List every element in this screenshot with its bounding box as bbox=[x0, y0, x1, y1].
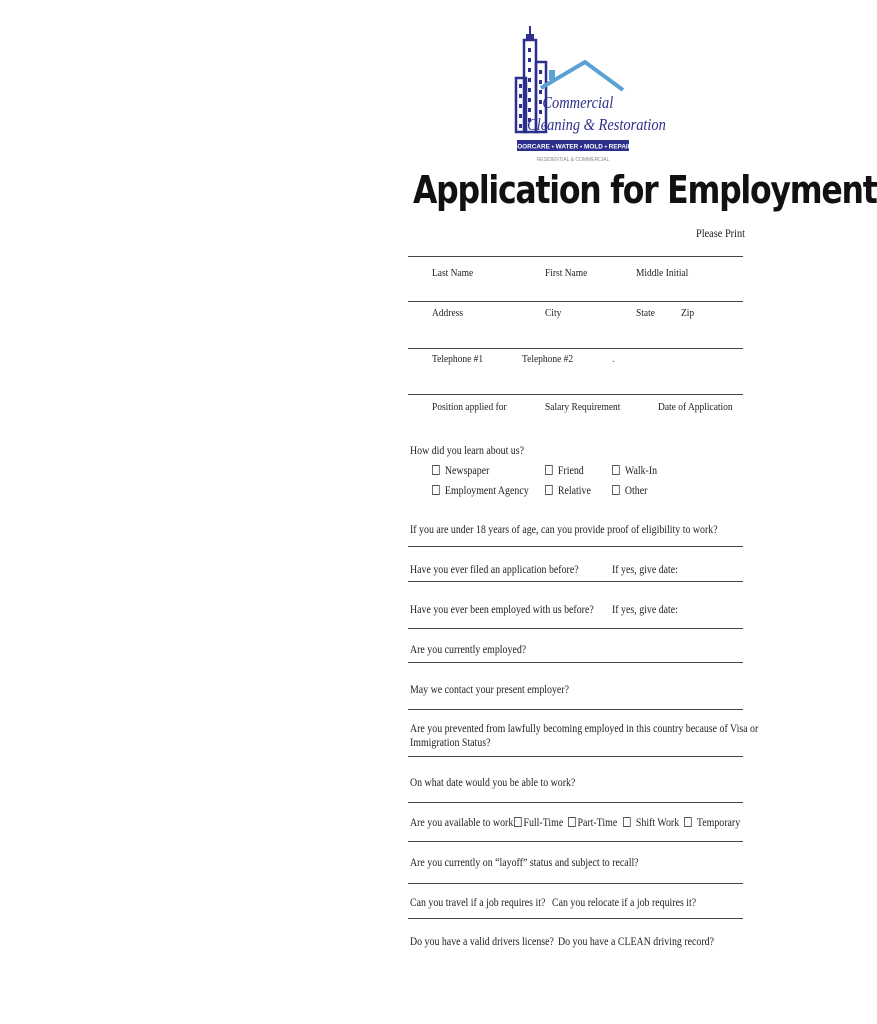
employed-date-label: If yes, give date: bbox=[612, 604, 678, 616]
position-label: Position applied for bbox=[432, 401, 507, 413]
divider bbox=[408, 256, 743, 257]
checkbox[interactable] bbox=[623, 817, 631, 827]
divider bbox=[408, 546, 743, 547]
relocate-question: Can you relocate if a job requires it? bbox=[552, 897, 697, 909]
divider bbox=[408, 628, 743, 629]
telephone2-label: Telephone #2 bbox=[522, 353, 574, 365]
option-other[interactable]: Other bbox=[612, 485, 647, 497]
checkbox[interactable] bbox=[684, 817, 692, 827]
divider bbox=[408, 802, 743, 803]
checkbox[interactable] bbox=[432, 465, 440, 475]
page-title: Application for Employment bbox=[413, 168, 877, 212]
checkbox[interactable] bbox=[545, 485, 553, 495]
logo-line2: Cleaning & Restoration bbox=[527, 115, 666, 135]
logo-graphic bbox=[505, 18, 666, 168]
checkbox[interactable] bbox=[612, 485, 620, 495]
filed-before-question: Have you ever filed an application before? bbox=[410, 564, 579, 576]
option-newspaper[interactable]: Newspaper bbox=[432, 465, 489, 477]
availability-question: Are you available to work: bbox=[410, 817, 517, 829]
visa-question-line2: Immigration Status? bbox=[410, 737, 491, 749]
divider bbox=[408, 301, 743, 302]
state-label: State bbox=[636, 307, 655, 319]
middle-initial-label: Middle Initial bbox=[636, 267, 689, 279]
company-logo bbox=[505, 18, 666, 168]
divider bbox=[408, 841, 743, 842]
option-walk-in[interactable]: Walk-In bbox=[612, 465, 657, 477]
dot-mark: . bbox=[612, 353, 615, 365]
zip-label: Zip bbox=[681, 307, 695, 319]
please-print-note: Please Print bbox=[696, 226, 746, 240]
filed-date-label: If yes, give date: bbox=[612, 564, 678, 576]
salary-label: Salary Requirement bbox=[545, 401, 621, 413]
checkbox[interactable] bbox=[612, 465, 620, 475]
start-date-question: On what date would you be able to work? bbox=[410, 777, 576, 789]
divider bbox=[408, 394, 743, 395]
checkbox[interactable] bbox=[545, 465, 553, 475]
logo-tagline: FLOORCARE • WATER • MOLD • REPAIRS bbox=[509, 143, 637, 151]
divider bbox=[408, 883, 743, 884]
divider bbox=[408, 756, 743, 757]
license-question: Do you have a valid drivers license? bbox=[410, 936, 554, 948]
checkbox[interactable] bbox=[432, 485, 440, 495]
employed-before-question: Have you ever been employed with us before? bbox=[410, 604, 594, 616]
travel-question: Can you travel if a job requires it? bbox=[410, 897, 546, 909]
last-name-label: Last Name bbox=[432, 267, 474, 279]
layoff-question: Are you currently on “layoff” status and subject to recall? bbox=[410, 857, 639, 869]
option-employment-agency[interactable]: Employment Agency bbox=[432, 485, 529, 497]
logo-line1: Commercial bbox=[542, 93, 614, 113]
divider bbox=[408, 581, 743, 582]
contact-employer-question: May we contact your present employer? bbox=[410, 684, 570, 696]
telephone1-label: Telephone #1 bbox=[432, 353, 484, 365]
under18-question: If you are under 18 years of age, can you provide proof of eligibility to work? bbox=[410, 524, 718, 536]
checkbox[interactable] bbox=[568, 817, 576, 827]
option-friend[interactable]: Friend bbox=[545, 465, 584, 477]
avail-full-time[interactable]: Full-Time bbox=[514, 817, 563, 829]
logo-subtag: RESIDENTIAL & COMMERCIAL bbox=[536, 157, 610, 163]
divider bbox=[408, 709, 743, 710]
divider bbox=[408, 662, 743, 663]
divider bbox=[408, 348, 743, 349]
clean-record-question: Do you have a CLEAN driving record? bbox=[558, 936, 714, 948]
divider bbox=[408, 918, 743, 919]
city-label: City bbox=[545, 307, 562, 319]
visa-question-line1: Are you prevented from lawfully becoming employed in this country because of Visa or bbox=[410, 723, 759, 735]
option-relative[interactable]: Relative bbox=[545, 485, 591, 497]
date-application-label: Date of Application bbox=[658, 401, 733, 413]
first-name-label: First Name bbox=[545, 267, 588, 279]
avail-temporary[interactable]: Temporary bbox=[684, 817, 740, 829]
learn-question: How did you learn about us? bbox=[410, 445, 524, 457]
currently-employed-question: Are you currently employed? bbox=[410, 644, 527, 656]
checkbox[interactable] bbox=[514, 817, 522, 827]
avail-shift-work[interactable]: Shift Work bbox=[623, 817, 679, 829]
avail-part-time[interactable]: Part-Time bbox=[568, 817, 617, 829]
address-label: Address bbox=[432, 307, 464, 319]
